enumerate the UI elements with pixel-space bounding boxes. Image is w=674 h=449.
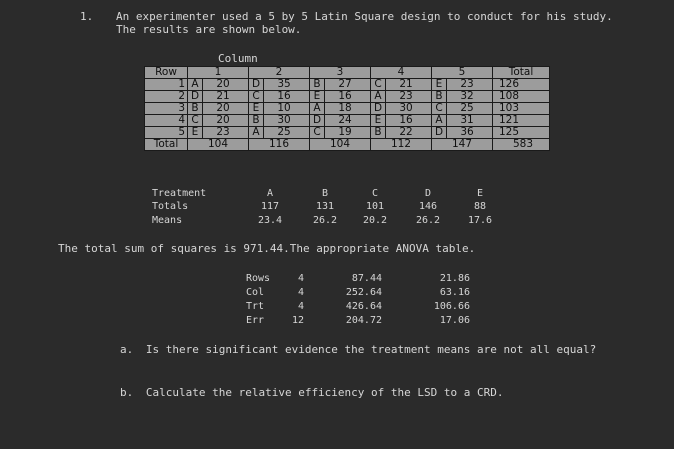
anova-ss: 87.44 (351, 273, 382, 284)
row-total: 121 (493, 115, 550, 127)
anova-ms: 63.16 (439, 287, 470, 298)
table-cell (249, 103, 310, 115)
cell-value: 21 (385, 79, 426, 90)
part-a (120, 342, 626, 357)
totals-label: Total (145, 139, 188, 151)
table-cell (310, 115, 371, 127)
question-text: An experimenter used a 5 by 5 Latin Square design to conduct for his study. The results are shown below. (116, 10, 613, 36)
cell-value: 25 (446, 103, 487, 114)
table-cell (249, 91, 310, 103)
table-cell (432, 103, 493, 115)
cell-value: 35 (263, 79, 304, 90)
anova-ss: 426.64 (345, 301, 382, 312)
col-number: 1 (188, 67, 249, 79)
treatment-letter: C (371, 188, 379, 199)
cell-value: 36 (446, 127, 487, 138)
treatment-mean: 23.4 (257, 215, 283, 226)
table-cell (249, 127, 310, 139)
table-cell (249, 79, 310, 91)
treatment-letter: D (190, 90, 200, 102)
part-a-text: Is there significant evidence the treatment means are not all equal? (145, 343, 597, 356)
cell-value: 20 (202, 79, 243, 90)
table-cell (310, 127, 371, 139)
treatment-letter: E (435, 78, 443, 90)
col-total: 147 (432, 139, 493, 151)
treatment-mean: 26.2 (415, 215, 441, 226)
table-cell (371, 91, 432, 103)
treatment-letter: E (374, 114, 382, 126)
treatment-letter: A (374, 90, 382, 102)
row-total: 126 (493, 79, 550, 91)
treatment-letter: C (435, 102, 443, 114)
treatment-letter: B (435, 90, 443, 102)
table-row (145, 115, 550, 127)
header-row (145, 67, 550, 79)
cell-value: 30 (385, 103, 426, 114)
cell-value: 23 (202, 127, 243, 138)
cell-value: 19 (324, 127, 365, 138)
totals-label: Totals (152, 201, 189, 212)
treatment-letter: D (373, 102, 383, 114)
table-cell (310, 103, 371, 115)
anova-df: 12 (291, 315, 304, 326)
table-cell (371, 115, 432, 127)
treatment-letter: D (424, 188, 432, 199)
treatment-total: 88 (473, 201, 487, 212)
treatment-letter: A (266, 188, 274, 199)
cell-value: 16 (263, 91, 304, 102)
anova-df: 4 (297, 301, 304, 312)
cell-value: 30 (263, 115, 304, 126)
treatment-label: Treatment (152, 188, 207, 199)
row-total: 125 (493, 127, 550, 139)
treatment-total: 146 (418, 201, 438, 212)
treatment-letter: E (252, 102, 260, 114)
row-number: 5 (145, 127, 188, 139)
table-cell (249, 115, 310, 127)
treatment-total: 117 (260, 201, 280, 212)
table-cell (188, 91, 249, 103)
anova-source: Rows (246, 273, 271, 284)
treatment-letter: A (435, 114, 443, 126)
cell-value: 20 (202, 103, 243, 114)
row-number: 3 (145, 103, 188, 115)
anova-df: 4 (297, 287, 304, 298)
row-number: 2 (145, 91, 188, 103)
row-number: 1 (145, 79, 188, 91)
cell-value: 22 (385, 127, 426, 138)
table-cell (188, 127, 249, 139)
col-number: 3 (310, 67, 371, 79)
treatment-letter: A (252, 126, 260, 138)
treatment-mean: 17.6 (467, 215, 493, 226)
table-cell (432, 127, 493, 139)
treatment-mean: 20.2 (362, 215, 388, 226)
col-total: 104 (188, 139, 249, 151)
treatment-letter: B (313, 78, 321, 90)
treatment-letter: E (476, 188, 484, 199)
question-number: 1. (80, 10, 94, 23)
means-label: Means (152, 215, 183, 226)
part-b-text: Calculate the relative efficiency of the LSD to a CRD. (145, 386, 504, 399)
cell-value: 31 (446, 115, 487, 126)
row-number: 4 (145, 115, 188, 127)
grand-total: 583 (493, 139, 550, 151)
table-row (145, 91, 550, 103)
anova-source: Err (246, 315, 265, 326)
treatment-total: 131 (315, 201, 335, 212)
treatment-letter: B (252, 114, 260, 126)
table-cell (371, 103, 432, 115)
anova-ms: 17.06 (439, 315, 470, 326)
treatment-mean: 26.2 (312, 215, 338, 226)
treatment-letter: E (191, 126, 199, 138)
cell-value: 23 (446, 79, 487, 90)
treatment-letter: D (434, 126, 444, 138)
treatment-letter: B (374, 126, 382, 138)
treatment-letter: E (313, 90, 321, 102)
treatment-letter: C (374, 78, 382, 90)
anova-ss: 204.72 (345, 315, 382, 326)
row-total: 103 (493, 103, 550, 115)
col-total: 112 (371, 139, 432, 151)
cell-value: 20 (202, 115, 243, 126)
table-cell (310, 79, 371, 91)
table-cell (188, 79, 249, 91)
anova-ms: 21.86 (439, 273, 470, 284)
table-cell (188, 103, 249, 115)
table-cell (310, 91, 371, 103)
col-total: 116 (249, 139, 310, 151)
cell-value: 27 (324, 79, 365, 90)
col-number: 2 (249, 67, 310, 79)
table-cell (371, 127, 432, 139)
table-row (145, 79, 550, 91)
col-number: 4 (371, 67, 432, 79)
cell-value: 10 (263, 103, 304, 114)
cell-value: 24 (324, 115, 365, 126)
treatment-letter: D (251, 78, 261, 90)
anova-source: Col (246, 287, 265, 298)
treatment-letter: B (321, 188, 329, 199)
col-number: 5 (432, 67, 493, 79)
treatment-letter: A (313, 102, 321, 114)
treatment-letter: C (191, 114, 199, 126)
row-header: Row (145, 67, 188, 79)
latin-square-table (144, 66, 550, 151)
cell-value: 32 (446, 91, 487, 102)
treatment-letter: B (191, 102, 199, 114)
column-header: Column (218, 52, 258, 65)
part-b (120, 386, 504, 399)
treatment-total: 101 (365, 201, 385, 212)
total-header: Total (493, 67, 550, 79)
table-cell (371, 79, 432, 91)
treatment-letter: D (312, 114, 322, 126)
table-cell (432, 79, 493, 91)
treatment-letter: A (191, 78, 199, 90)
anova-source: Trt (246, 301, 265, 312)
anova-ms: 106.66 (433, 301, 470, 312)
anova-df: 4 (297, 273, 304, 284)
row-total: 108 (493, 91, 550, 103)
anova-ss: 252.64 (345, 287, 382, 298)
table-row (145, 127, 550, 139)
part-a-label: a. (120, 343, 134, 356)
table-cell (188, 115, 249, 127)
cell-value: 21 (202, 91, 243, 102)
table-cell (432, 91, 493, 103)
cell-value: 16 (324, 91, 365, 102)
part-b-label: b. (120, 386, 134, 399)
cell-value: 25 (263, 127, 304, 138)
cell-value: 23 (385, 91, 426, 102)
table-row (145, 103, 550, 115)
totals-row (145, 139, 550, 151)
table-cell (432, 115, 493, 127)
sum-of-squares-text: The total sum of squares is 971.44.The appropriate ANOVA table. (58, 242, 476, 255)
col-total: 104 (310, 139, 371, 151)
treatment-letter: C (313, 126, 321, 138)
cell-value: 18 (324, 103, 365, 114)
cell-value: 16 (385, 115, 426, 126)
treatment-letter: C (252, 90, 260, 102)
